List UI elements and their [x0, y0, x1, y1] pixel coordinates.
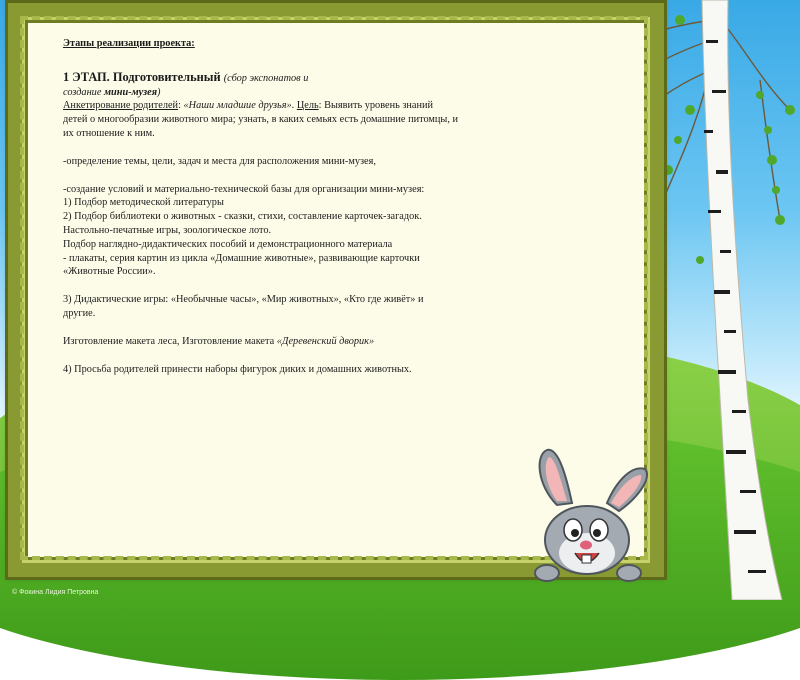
stage1-title: 1 ЭТАП. Подготовительный	[63, 69, 224, 84]
survey-label: Анкетирование родителей	[63, 100, 179, 112]
stage1-subtitle-line	[63, 86, 458, 100]
survey-paragraph	[63, 99, 458, 140]
item-2b: Настольно-печатные игры, зоологическое лото.	[63, 224, 272, 236]
item-3: 3) Дидактические игры: «Необычные часы», «Мир животных», «Кто где живёт» и другие.	[63, 294, 424, 319]
rabbit-illustration	[527, 445, 657, 585]
models-paragraph	[63, 335, 458, 349]
survey-colon: :	[178, 100, 184, 112]
conditions-text: -создание условий и материально-технической базы для организации мини-музея:	[63, 183, 425, 195]
copyright: © Фокина Лидия Петровна	[12, 589, 99, 596]
survey-name: «Наши младшие друзья»	[183, 100, 292, 112]
stage1-subtitle-b: создание	[63, 86, 104, 98]
models-text: Изготовление макета леса, Изготовление макета	[63, 335, 277, 347]
stage1-subtitle-bold: мини-музея	[103, 86, 158, 98]
stage1-title-line	[63, 71, 458, 86]
definition-text: -определение темы, цели, задач и места для расположения мини-музея,	[63, 155, 376, 167]
heading: Этапы реализации проекта:	[63, 38, 195, 49]
document-content	[63, 37, 458, 376]
stage1-subtitle-c: )	[157, 86, 161, 98]
item-4: 4) Просьба родителей принести наборы фигурок диких и домашних животных.	[63, 363, 412, 375]
goal-label: Цель	[296, 100, 319, 112]
item-2d: - плакаты, серия картин из цикла «Домашние животные», развивающие карточки «Животные России».	[63, 252, 420, 278]
rabbit-nose	[580, 541, 592, 550]
rabbit-ears	[540, 450, 647, 511]
models-italic: «Деревенский дворик»	[276, 335, 375, 347]
item-2c: Подбор наглядно-дидактических пособий и демонстрационного материала	[63, 238, 393, 250]
stage1-subtitle-a: (сбор экспонатов и	[223, 72, 309, 84]
rabbit-teeth	[582, 555, 591, 563]
item-2: 2) Подбор библиотеки о животных - сказки, стихи, составление карточек-загадок.	[63, 211, 422, 223]
item-1: 1) Подбор методической литературы	[63, 197, 224, 209]
survey-dot: .	[291, 100, 297, 112]
goal-text: : Выявить уровень знаний детей о многообразии животного мира; узнать, в каких семьях есть домашние питомцы, и их отношение к ним.	[63, 100, 459, 139]
